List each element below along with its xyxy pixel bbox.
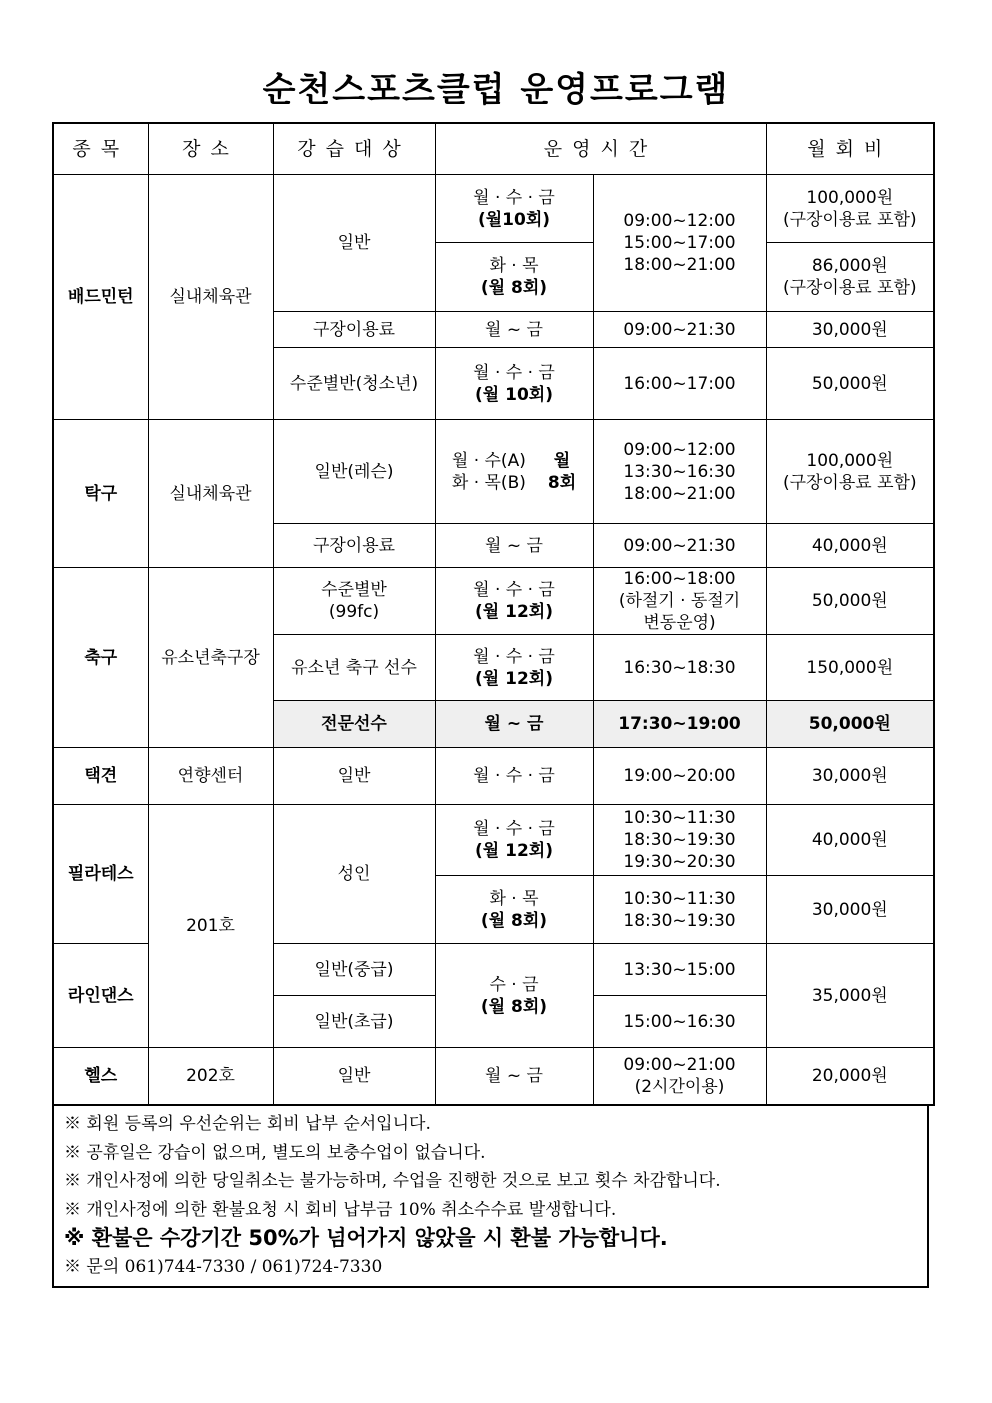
target-cell: 성인 bbox=[273, 805, 435, 944]
fee-cell: 50,000원 bbox=[766, 701, 934, 748]
days-cell: 월 ~ 금 bbox=[435, 312, 593, 348]
time-cell: 09:00~12:00 15:00~17:00 18:00~21:00 bbox=[593, 175, 766, 312]
place-room202: 202호 bbox=[148, 1048, 273, 1105]
note-line: ※ 개인사정에 의한 환불요청 시 회비 납부금 10% 취소수수료 발생합니다. bbox=[64, 1199, 617, 1220]
days-cell: 월 ~ 금 bbox=[435, 524, 593, 568]
target-cell: 일반 bbox=[273, 748, 435, 805]
fee-cell: 30,000원 bbox=[766, 748, 934, 805]
time-cell: 10:30~11:30 18:30~19:30 19:30~20:30 bbox=[593, 805, 766, 876]
days-cell: 월 · 수 · 금 (월 12회) bbox=[435, 568, 593, 635]
notes-box bbox=[52, 1104, 929, 1288]
sport-pilates: 필라테스 bbox=[53, 805, 148, 944]
days-cell: 월 · 수(A) 화 · 목(B) 월 8회 bbox=[435, 420, 593, 524]
fee-cell: 150,000원 bbox=[766, 635, 934, 701]
target-cell: 구장이용료 bbox=[273, 312, 435, 348]
days-cell: 수 · 금 (월 8회) bbox=[435, 944, 593, 1048]
time-cell: 16:30~18:30 bbox=[593, 635, 766, 701]
fee-cell: 100,000원 (구장이용료 포함) bbox=[766, 420, 934, 524]
table-row bbox=[53, 568, 934, 635]
fee-cell: 30,000원 bbox=[766, 312, 934, 348]
place-room201: 201호 bbox=[148, 805, 273, 1048]
days-cell: 화 · 목 (월 8회) bbox=[435, 243, 593, 312]
days-cell: 월 · 수 · 금 (월 10회) bbox=[435, 348, 593, 420]
days-cell: 월 · 수 · 금 (월10회) bbox=[435, 175, 593, 243]
table-row bbox=[53, 748, 934, 805]
place-badminton: 실내체육관 bbox=[148, 175, 273, 420]
target-cell: 일반(레슨) bbox=[273, 420, 435, 524]
header-fee: 월회비 bbox=[766, 123, 934, 175]
fee-cell: 86,000원 (구장이용료 포함) bbox=[766, 243, 934, 312]
header-target: 강습대상 bbox=[273, 123, 435, 175]
target-cell: 수준별반(청소년) bbox=[273, 348, 435, 420]
time-cell: 19:00~20:00 bbox=[593, 748, 766, 805]
fee-cell: 50,000원 bbox=[766, 348, 934, 420]
target-cell: 일반 bbox=[273, 1048, 435, 1105]
note-line-contact: ※ 문의 061)744-7330 / 061)724-7330 bbox=[64, 1256, 383, 1277]
header-row bbox=[53, 123, 934, 175]
time-cell: 09:00~21:00 (2시간이용) bbox=[593, 1048, 766, 1105]
fee-cell: 40,000원 bbox=[766, 805, 934, 876]
target-cell: 일반 bbox=[273, 175, 435, 312]
target-cell: 일반(중급) bbox=[273, 944, 435, 996]
note-line: ※ 개인사정에 의한 당일취소는 불가능하며, 수업을 진행한 것으로 보고 횟수 차감합니다. bbox=[64, 1171, 721, 1191]
table-row bbox=[53, 175, 934, 243]
sport-linedance: 라인댄스 bbox=[53, 944, 148, 1048]
place-soccer: 유소년축구장 bbox=[148, 568, 273, 748]
days-cell: 월 · 수 · 금 (월 12회) bbox=[435, 635, 593, 701]
time-cell: 09:00~12:00 13:30~16:30 18:00~21:00 bbox=[593, 420, 766, 524]
fee-cell: 40,000원 bbox=[766, 524, 934, 568]
table-row bbox=[53, 420, 934, 524]
time-cell: 13:30~15:00 bbox=[593, 944, 766, 996]
page-title: 순천스포츠클럽 운영프로그램 bbox=[262, 70, 730, 110]
table-row bbox=[53, 805, 934, 876]
place-taekkyeon: 연향센터 bbox=[148, 748, 273, 805]
target-cell: 유소년 축구 선수 bbox=[273, 635, 435, 701]
time-cell: 16:00~17:00 bbox=[593, 348, 766, 420]
note-line-refund: ※ 환불은 수강기간 50%가 넘어가지 않았을 시 환불 가능합니다. bbox=[64, 1226, 668, 1250]
time-cell: 15:00~16:30 bbox=[593, 996, 766, 1048]
time-cell: 09:00~21:30 bbox=[593, 312, 766, 348]
target-cell: 구장이용료 bbox=[273, 524, 435, 568]
sport-health: 헬스 bbox=[53, 1048, 148, 1105]
place-tabletennis: 실내체육관 bbox=[148, 420, 273, 568]
time-cell: 09:00~21:30 bbox=[593, 524, 766, 568]
header-place: 장소 bbox=[148, 123, 273, 175]
target-cell: 일반(초급) bbox=[273, 996, 435, 1048]
days-cell: 월 · 수 · 금 (월 12회) bbox=[435, 805, 593, 876]
days-cell: 월 · 수 · 금 bbox=[435, 748, 593, 805]
schedule-table bbox=[52, 122, 935, 1106]
target-cell: 전문선수 bbox=[273, 701, 435, 748]
sport-tabletennis: 탁구 bbox=[53, 420, 148, 568]
header-sport: 종목 bbox=[53, 123, 148, 175]
fee-cell: 30,000원 bbox=[766, 876, 934, 944]
fee-cell: 100,000원 (구장이용료 포함) bbox=[766, 175, 934, 243]
time-cell: 17:30~19:00 bbox=[593, 701, 766, 748]
time-cell: 10:30~11:30 18:30~19:30 bbox=[593, 876, 766, 944]
note-line: ※ 공휴일은 강습이 없으며, 별도의 보충수업이 없습니다. bbox=[64, 1142, 486, 1163]
header-time: 운영시간 bbox=[435, 123, 766, 175]
sport-soccer: 축구 bbox=[53, 568, 148, 748]
fee-cell: 20,000원 bbox=[766, 1048, 934, 1105]
table-row bbox=[53, 1048, 934, 1105]
sport-taekkyeon: 택견 bbox=[53, 748, 148, 805]
days-cell: 화 · 목 (월 8회) bbox=[435, 876, 593, 944]
sport-badminton: 배드민턴 bbox=[53, 175, 148, 420]
note-line: ※ 회원 등록의 우선순위는 회비 납부 순서입니다. bbox=[64, 1114, 431, 1134]
fee-cell: 50,000원 bbox=[766, 568, 934, 635]
target-cell: 수준별반 (99fc) bbox=[273, 568, 435, 635]
fee-cell: 35,000원 bbox=[766, 944, 934, 1048]
time-cell: 16:00~18:00 (하절기 · 동절기 변동운영) bbox=[593, 568, 766, 635]
days-cell: 월 ~ 금 bbox=[435, 701, 593, 748]
days-cell: 월 ~ 금 bbox=[435, 1048, 593, 1105]
